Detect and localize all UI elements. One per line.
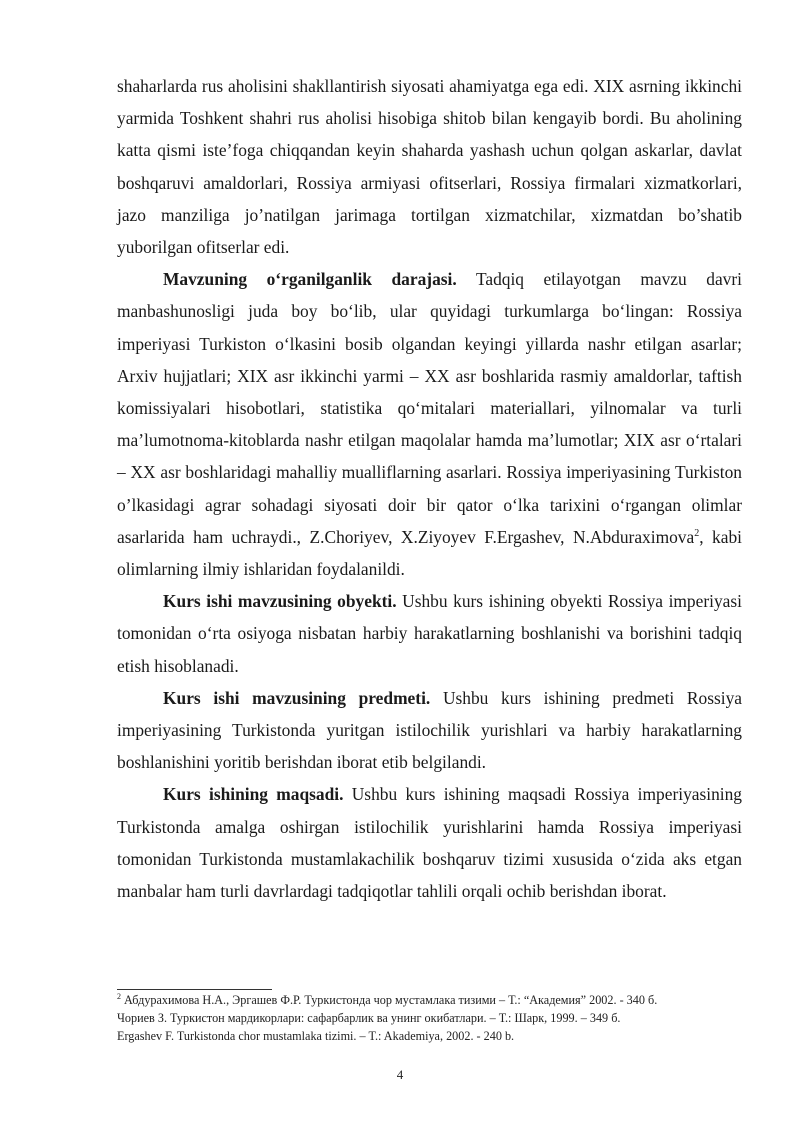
goal-text: Ushbu kurs ishining maqsadi Rossiya imperiyasining Turkistonda amalga oshirgan istilochilik yurishlarini hamda Rossiya imperiyasi tomonidan Turkistonda mustamlakachilik boshqaruv tizimi xususida o‘zida aks etgan manbalar ham turli davrlardagi tadqiqotlar tahlili orqali ochib berishdan iborat. [117,784,742,902]
heading-object: Kurs ishi mavzusining obyekti. [163,591,397,612]
heading-study-degree: Mavzuning o‘rganilganlik darajasi. [163,269,457,290]
page-number: 4 [396,1067,404,1082]
paragraph-intro: shaharlarda rus aholisini shakllantirish siyosati ahamiyatga ega edi. XIX asrning ikkinchi yarmida Toshkent shahri rus aholisi hisobiga shitob bilan kengayib bordi. Bu aholining katta qismi iste’foga chiqqandan keyin shaharda yashash uchun qolgan askarlar, davlat boshqaruvi amaldorlari, Rossiya armiyasi ofitserlari, Rossiya firmalari xizmatkorlari, jazo manziliga jo’natilgan jarimaga tortilgan xizmatchilar, xizmatdan bo’shatib yuborilgan ofitserlar edi. [117,76,742,258]
footnote-3: Ergashev F. Turkistonda chor mustamlaka tizimi. – T.: Akademiya, 2002. - 240 b. [117,1029,515,1043]
footnote-ref: 2 [694,528,700,540]
footnotes [117,991,757,1045]
paragraph-goal [117,778,742,907]
footnote-1 [117,991,757,1009]
footnote-divider [117,989,272,990]
footnote-1-text: Абдурахимова Н.А., Эргашев Ф.Р. Туркистонда чор мустамлака тизими – Т.: “Академия” 2002. - 340 б. [121,993,658,1007]
body-text [117,70,742,907]
study-degree-text: Tadqiq etilayotgan mavzu davri manbashunosligi juda boy bo‘lib, ular quyidagi turkumlarga bo‘lingan: Rossiya imperiyasi Turkiston o‘lkasini bosib olgandan keyingi yillarda nashr etilgan asarlar; Arxiv hujjatlari; XIX asr ikkinchi yarmi – XX asr boshlarida rasmiy amaldorlar, taftish komissiyalari hisobotlari, statistika qo‘mitalari materiallari, yilnomalar va turli ma’lumotnoma-kitoblarda nashr etilgan maqolalar hamda ma’lumotlar; XIX asr o‘rtalari – XX asr boshlaridagi mahalliy mualliflarning asarlari. Rossiya imperiyasining Turkiston o’lkasidagi agrar sohadagi siyosati doir bir qator o‘lka tarixini o‘rgangan olimlar asarlarida ham uchraydi., Z.Choriyev, X.Ziyoyev F.Ergashev, N.Abduraximova [117,269,742,547]
paragraph-study-degree [117,263,742,585]
footnote-2: Чориев З. Туркистон мардикорлари: сафарбарлик ва унинг окибатлари. – Т.: Шарк, 1999. – 349 б. [117,1011,621,1025]
heading-subject: Kurs ishi mavzusining predmeti. [163,687,431,708]
study-degree-tail: , kabi olimlarning ilmiy ishlaridan foydalanildi. [117,526,742,580]
footnote-number: 2 [117,991,121,1001]
paragraph-subject [117,682,742,779]
object-text: Ushbu kurs ishining obyekti Rossiya imperiyasi tomonidan o‘rta osiyoga nisbatan harbiy harakatlarning boshlanishi va borishini tadqiq etish hisoblanadi. [117,591,742,676]
paragraph-object [117,585,742,682]
heading-goal: Kurs ishining maqsadi. [163,784,344,805]
subject-text: Ushbu kurs ishining predmeti Rossiya imperiyasining Turkistonda yuritgan istilochilik yurishlari va harbiy harakatlarning boshlanishini yoritib berishdan iborat etib belgilandi. [117,687,742,773]
